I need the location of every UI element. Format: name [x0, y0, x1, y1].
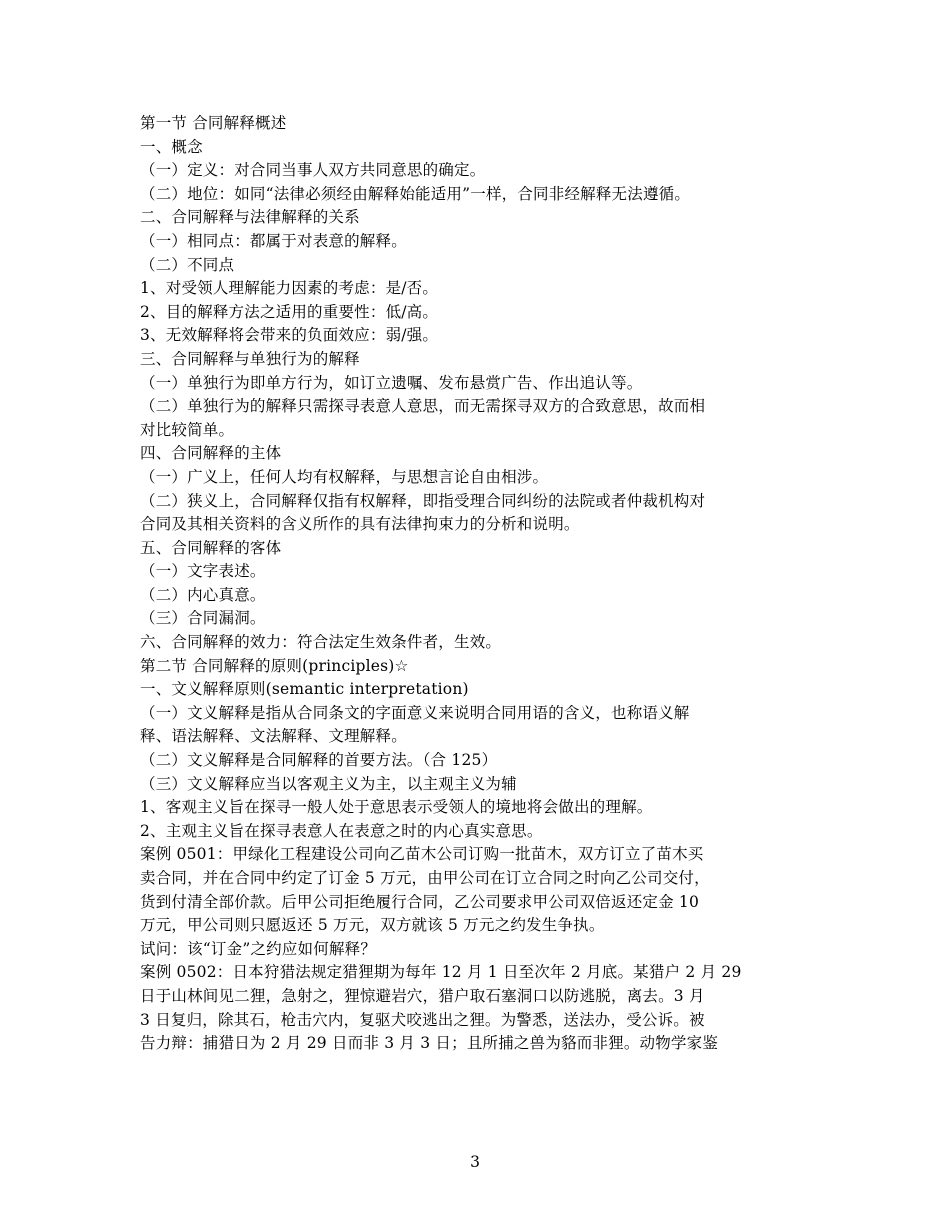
text-line: 第一节 合同解释概述 — [140, 114, 287, 132]
text-line: （二）文义解释是合同解释的首要方法。（合 125） — [140, 751, 498, 770]
text-line: 合同及其相关资料的含义所作的具有法律拘束力的分析和说明。 — [140, 515, 580, 534]
text-line: （一）广义上，任何人均有权解释，与思想言论自由相涉。 — [140, 467, 549, 486]
text-line: 2、主观主义旨在探寻表意人在表意之时的内心真实意思。 — [140, 821, 543, 840]
text-line: 试问：该“订金”之约应如何解释？ — [140, 939, 377, 958]
text-line: 对比较简单。 — [140, 420, 235, 439]
text-line: （二）单独行为的解释只需探寻表意人意思，而无需探寻双方的合致意思，故而相 — [140, 397, 706, 416]
text-line: 万元，甲公司则只愿返还 5 万元，双方就该 5 万元之约发生争执。 — [140, 916, 605, 935]
text-line: 案例 0501：甲绿化工程建设公司向乙苗木公司订购一批苗木，双方订立了苗木买 — [140, 845, 704, 864]
text-line: （二）不同点 — [140, 255, 235, 274]
text-line: 3、无效解释将会带来的负面效应：弱/强。 — [140, 326, 439, 345]
document-body — [140, 112, 812, 1056]
text-line: （三）文义解释应当以客观主义为主，以主观主义为辅 — [140, 774, 517, 793]
text-line: 案例 0502：日本狩猎法规定猎狸期为每年 12 月 1 日至次年 2 月底。某猎户 2 月 29 — [140, 963, 742, 982]
text-line: 释、语法解释、文法解释、文理解释。 — [140, 727, 407, 746]
text-line: 五、合同解释的客体 — [140, 538, 282, 557]
page-number: 3 — [470, 1153, 480, 1171]
text-line: 货到付清全部价款。后甲公司拒绝履行合同，乙公司要求甲公司双倍返还定金 10 — [140, 892, 700, 911]
text-line: 1、客观主义旨在探寻一般人处于意思表示受领人的境地将会做出的理解。 — [140, 798, 653, 817]
text-line: 2、目的解释方法之适用的重要性：低/高。 — [140, 302, 439, 321]
text-line: 一、概念 — [140, 137, 203, 156]
text-line: 三、合同解释与单独行为的解释 — [140, 349, 360, 368]
text-line: （二）狭义上，合同解释仅指有权解释，即指受理合同纠纷的法院或者仲裁机构对 — [140, 491, 706, 510]
text-line: 二、合同解释与法律解释的关系 — [140, 208, 360, 227]
text-line: 日于山林间见二狸，急射之，狸惊避岩穴，猎户取石塞洞口以防逃脱，离去。3 月 — [140, 986, 705, 1005]
text-line: （二）内心真意。 — [140, 585, 266, 604]
text-line: （一）单独行为即单方行为，如订立遗嘱、发布悬赏广告、作出追认等。 — [140, 373, 643, 392]
text-line: （三）合同漏洞。 — [140, 609, 266, 628]
text-line: 告力辩：捕猎日为 2 月 29 日而非 3 月 3 日；且所捕之兽为貉而非狸。动物学家鉴 — [140, 1034, 719, 1053]
text-line: 六、合同解释的效力：符合法定生效条件者，生效。 — [140, 633, 502, 652]
text-line: 四、合同解释的主体 — [140, 444, 282, 463]
text-line: （二）地位：如同“法律必须经由解释始能适用”一样，合同非经解释无法遵循。 — [140, 184, 691, 203]
text-line: 卖合同，并在合同中约定了订金 5 万元，由甲公司在订立合同之时向乙公司交付， — [140, 869, 710, 887]
text-line: 1、对受领人理解能力因素的考虑：是/否。 — [140, 279, 439, 298]
text-line: （一）定义：对合同当事人双方共同意思的确定。 — [140, 161, 486, 180]
text-line: （一）相同点：都属于对表意的解释。 — [140, 231, 407, 250]
text-line: （一）文义解释是指从合同条文的字面意义来说明合同用语的含义，也称语义解 — [140, 703, 690, 722]
text-line: 第二节 合同解释的原则(principles)☆ — [140, 656, 409, 675]
text-line: 3 日复归，除其石，枪击穴内，复驱犬咬逃出之狸。为警悉，送法办，受公诉。被 — [140, 1010, 705, 1029]
text-line: 一、文义解释原则(semantic interpretation) — [140, 680, 469, 699]
text-line: （一）文字表述。 — [140, 562, 266, 581]
